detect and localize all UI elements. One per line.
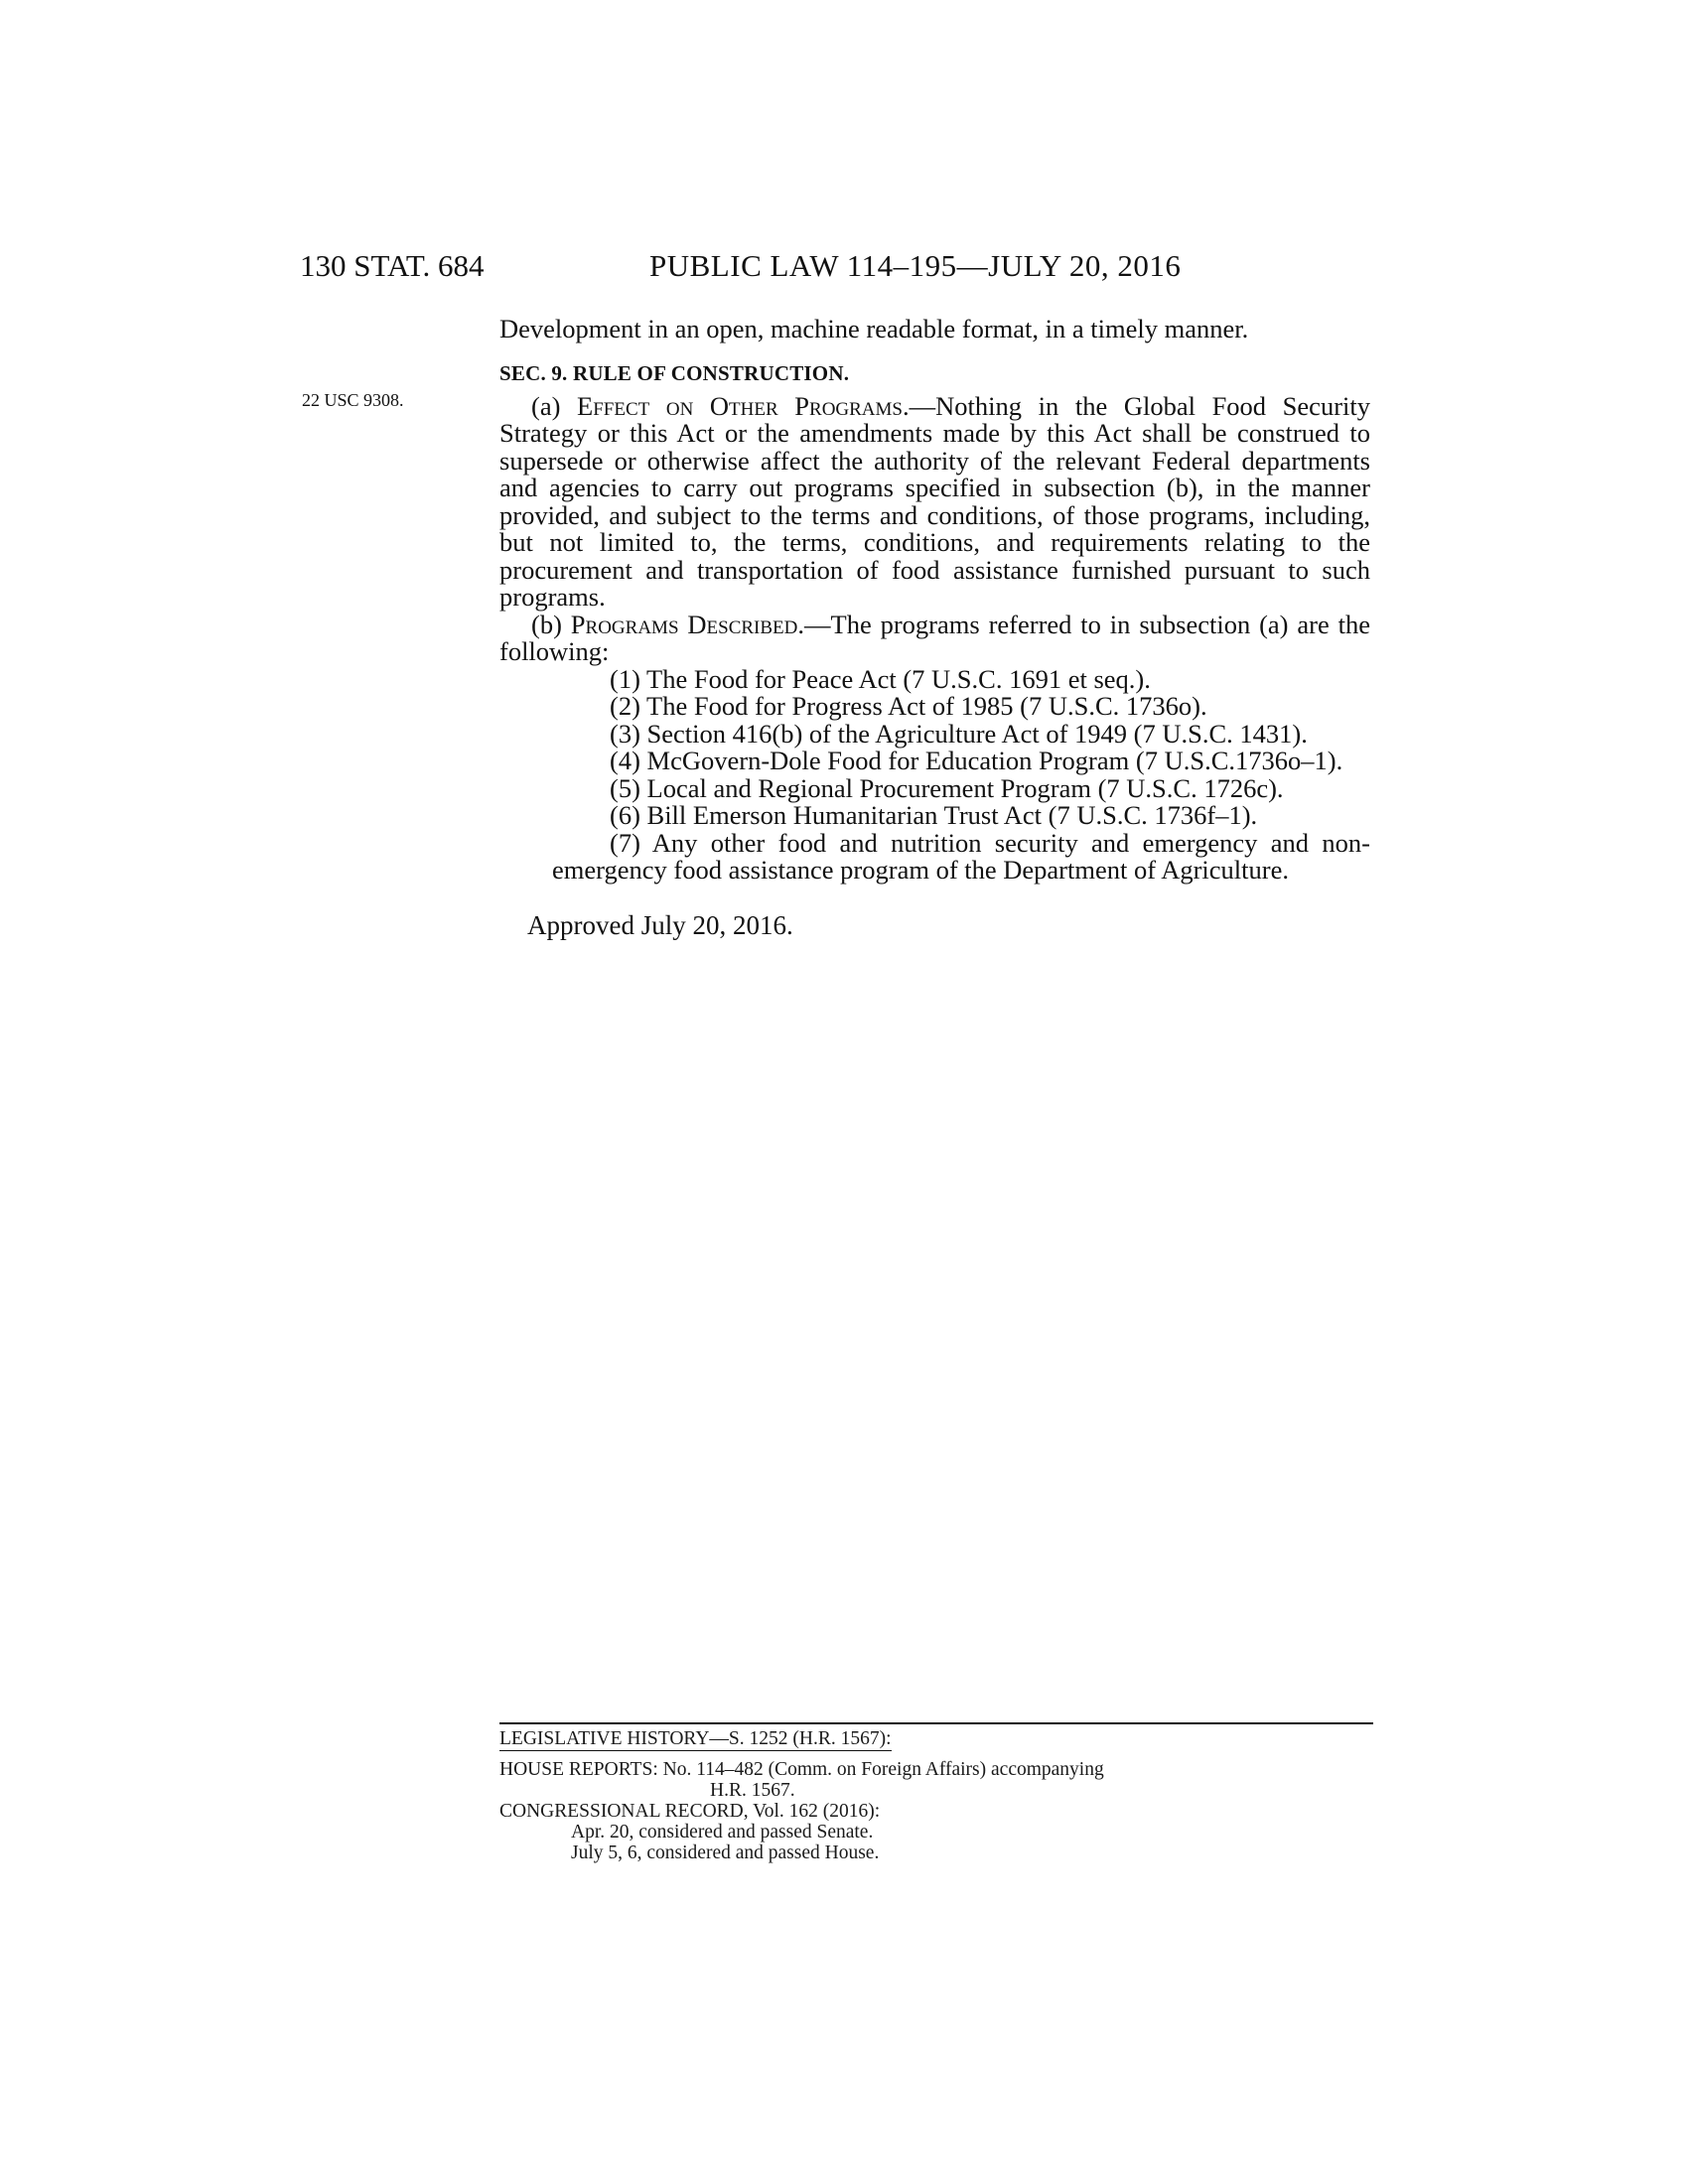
list-item: (4) McGovern-Dole Food for Education Program (7 U.S.C.1736o–1).	[610, 746, 1343, 775]
footer-rule	[499, 1722, 1373, 1724]
list-item: (3) Section 416(b) of the Agriculture Act of 1949 (7 U.S.C. 1431).	[610, 718, 1308, 749]
legislative-history	[499, 1722, 1373, 1863]
list-item: (5) Local and Regional Procurement Program (7 U.S.C. 1726c).	[610, 772, 1284, 803]
house-reports: HOUSE REPORTS: No. 114–482 (Comm. on Foreign Affairs) accompanying	[499, 1759, 1104, 1780]
approval-date: Approved July 20, 2016.	[527, 909, 793, 940]
document-body	[499, 316, 1370, 939]
margin-citation: 22 USC 9308.	[302, 390, 404, 410]
record-entry: July 5, 6, considered and passed House.	[571, 1843, 880, 1863]
house-reports-continued: H.R. 1567.	[710, 1780, 795, 1801]
program-list	[499, 663, 1370, 885]
subsection-a-caption: Effect on Other Programs	[577, 390, 903, 421]
legislative-history-heading: LEGISLATIVE HISTORY—S. 1252 (H.R. 1567):	[499, 1728, 892, 1749]
list-item: (7) Any other food and nutrition security and emergency and non-emergency food assistance program of the Department of Agriculture.	[552, 827, 1370, 885]
subsection-a	[499, 390, 1370, 612]
list-item: (2) The Food for Progress Act of 1985 (7 U.S.C. 1736o).	[610, 691, 1207, 721]
public-law-title: PUBLIC LAW 114–195—JULY 20, 2016	[649, 248, 1182, 283]
congressional-record: CONGRESSIONAL RECORD, Vol. 162 (2016):	[499, 1801, 881, 1822]
subsection-b-caption: Programs Described	[570, 609, 798, 639]
list-item: (6) Bill Emerson Humanitarian Trust Act (7 U.S.C. 1736f–1).	[610, 800, 1258, 830]
subsection-b	[499, 609, 1370, 666]
intro-paragraph: Development in an open, machine readable format, in a timely manner.	[499, 314, 1249, 343]
record-entry: Apr. 20, considered and passed Senate.	[571, 1822, 874, 1843]
running-header	[300, 246, 1382, 286]
subsection-a-text: .—Nothing in the Global Food Security Strategy or this Act or the amendments made by this Act shall be construed to supersede or otherwise affect the authority of the relevant Federal departments and agencies to carry out programs specified in subsection (b), in the manner provided, and subject to the terms and conditions, of those programs, including, but not limited to, the terms, conditions, and requirements relating to the procurement and transportation of food assistance furnished pursuant to such programs.	[499, 390, 1370, 612]
statute-page-number: 130 STAT. 684	[300, 248, 485, 283]
subsection-b-label: (b)	[531, 609, 571, 639]
subsection-b-text: .—The programs referred to in subsection (a) are the following:	[499, 609, 1370, 666]
subsection-a-label: (a)	[531, 390, 578, 421]
list-item: (1) The Food for Peace Act (7 U.S.C. 1691 et seq.).	[610, 663, 1151, 694]
section-heading: SEC. 9. RULE OF CONSTRUCTION.	[499, 360, 850, 385]
